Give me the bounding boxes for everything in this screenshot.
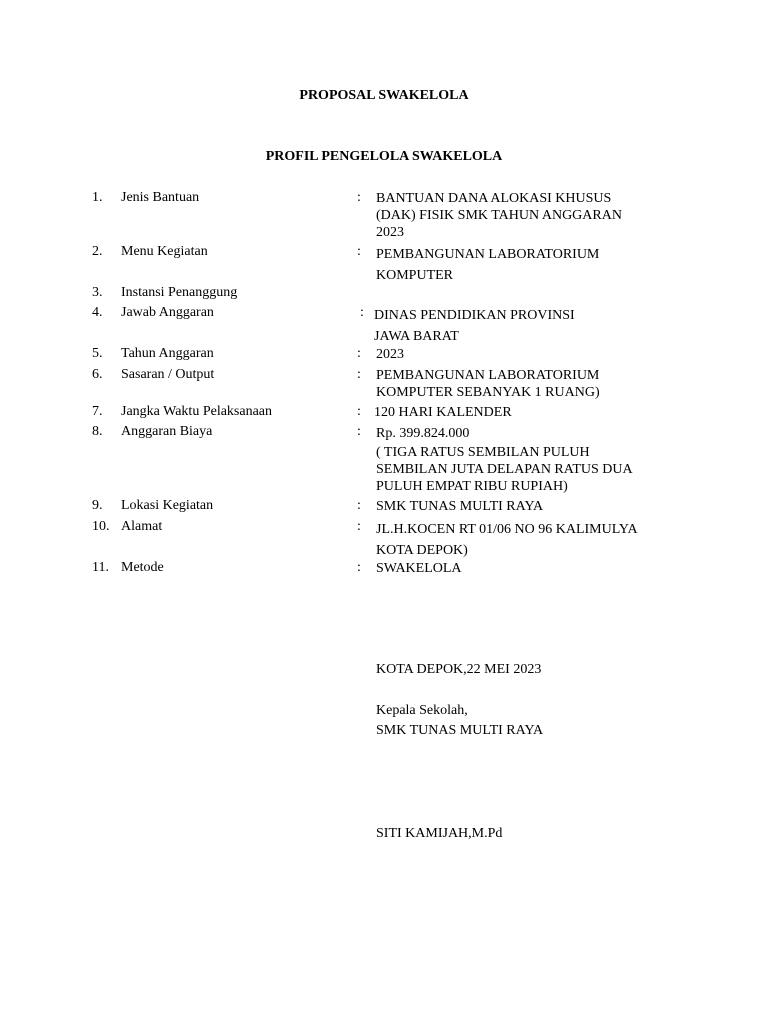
item-label: Anggaran Biaya xyxy=(121,424,213,439)
item-value xyxy=(376,424,633,495)
item-number: 10. xyxy=(92,519,110,534)
item-number: 6. xyxy=(92,367,103,382)
item-number: 1. xyxy=(92,190,103,205)
item-value xyxy=(376,519,638,561)
item-number: 2. xyxy=(92,244,103,259)
item-value-line: Rp. 399.824.000 xyxy=(376,426,470,441)
item-label: Sasaran / Output xyxy=(121,367,215,382)
item-value xyxy=(376,498,543,515)
item-value-line: 2023 xyxy=(376,225,404,240)
item-colon: : xyxy=(357,367,361,382)
item-colon: : xyxy=(357,519,361,534)
item-label: Jangka Waktu Pelaksanaan xyxy=(121,404,273,419)
item-value-line: BANTUAN DANA ALOKASI KHUSUS xyxy=(376,191,612,206)
item-label: Tahun Anggaran xyxy=(121,346,214,361)
item-label: Instansi Penanggung xyxy=(121,285,238,300)
item-label: Lokasi Kegiatan xyxy=(121,498,214,513)
item-label: Jawab Anggaran xyxy=(121,305,214,320)
item-number: 11. xyxy=(92,560,109,575)
item-number: 4. xyxy=(92,305,103,320)
item-value-line: KOTA DEPOK) xyxy=(376,543,468,558)
item-value-line: KOMPUTER xyxy=(376,268,454,283)
item-colon: : xyxy=(357,244,361,259)
item-colon: : xyxy=(357,560,361,575)
item-colon: : xyxy=(357,404,361,419)
item-value-line: 120 HARI KALENDER xyxy=(374,405,512,420)
item-value xyxy=(376,190,622,241)
item-value xyxy=(376,244,599,286)
item-value xyxy=(376,346,404,363)
item-label: Metode xyxy=(121,560,164,575)
item-value xyxy=(376,367,600,401)
item-value-line: (DAK) FISIK SMK TAHUN ANGGARAN xyxy=(376,208,622,223)
signature-name: SITI KAMIJAH,M.Pd xyxy=(376,826,503,841)
item-number: 9. xyxy=(92,498,103,513)
item-value xyxy=(374,305,575,347)
item-value xyxy=(376,560,462,577)
signature-place-date: KOTA DEPOK,22 MEI 2023 xyxy=(376,662,542,677)
signature-position: Kepala Sekolah, xyxy=(376,703,468,718)
item-value-line: DINAS PENDIDIKAN PROVINSI xyxy=(374,308,575,323)
item-value-line: PEMBANGUNAN LABORATORIUM xyxy=(376,247,600,262)
item-number: 3. xyxy=(92,285,103,300)
item-value-line: ( TIGA RATUS SEMBILAN PULUH xyxy=(376,445,590,460)
item-colon: : xyxy=(357,346,361,361)
item-value xyxy=(374,404,512,421)
item-value-line: PEMBANGUNAN LABORATORIUM xyxy=(376,368,600,383)
document-title: PROPOSAL SWAKELOLA xyxy=(299,88,469,103)
item-value-line: SEMBILAN JUTA DELAPAN RATUS DUA xyxy=(376,462,633,477)
item-colon: : xyxy=(357,498,361,513)
item-value-line: SWAKELOLA xyxy=(376,561,462,576)
item-value-line: PULUH EMPAT RIBU RUPIAH) xyxy=(376,479,568,494)
document-subtitle: PROFIL PENGELOLA SWAKELOLA xyxy=(265,149,503,164)
item-colon: : xyxy=(357,190,361,205)
item-value-line: SMK TUNAS MULTI RAYA xyxy=(376,499,544,514)
item-value-line: JAWA BARAT xyxy=(374,329,459,344)
item-value-line: 2023 xyxy=(376,347,404,362)
item-label: Menu Kegiatan xyxy=(121,244,208,259)
item-colon: : xyxy=(357,424,361,439)
item-label: Alamat xyxy=(121,519,163,534)
item-number: 7. xyxy=(92,404,103,419)
item-value-line: JL.H.KOCEN RT 01/06 NO 96 KALIMULYA xyxy=(376,522,638,537)
item-number: 5. xyxy=(92,346,103,361)
item-label: Jenis Bantuan xyxy=(121,190,200,205)
item-value-line: KOMPUTER SEBANYAK 1 RUANG) xyxy=(376,385,600,400)
item-number: 8. xyxy=(92,424,103,439)
item-colon: : xyxy=(360,305,364,320)
signature-institution: SMK TUNAS MULTI RAYA xyxy=(376,723,544,738)
